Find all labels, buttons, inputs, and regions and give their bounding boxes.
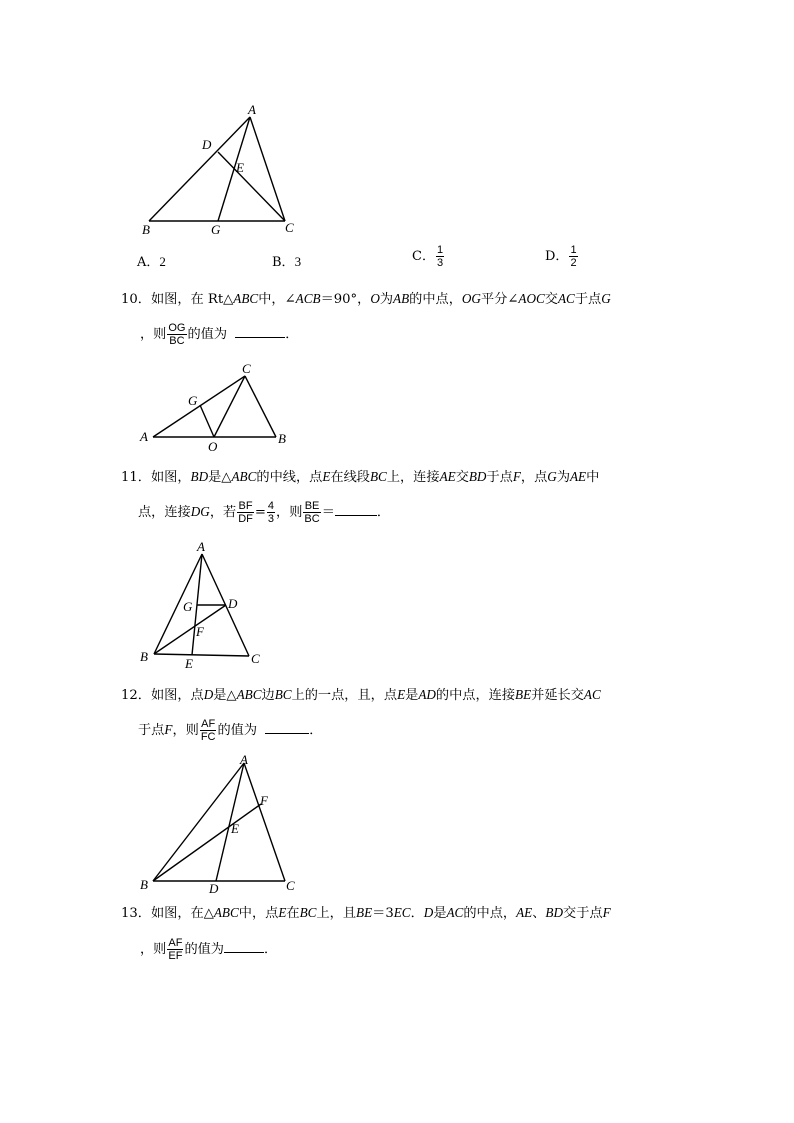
label-d: D xyxy=(202,137,212,152)
label-g: G xyxy=(211,222,221,237)
segment-ac xyxy=(250,117,285,221)
segment-cb xyxy=(245,376,276,437)
label-o: O xyxy=(208,439,218,454)
label-e: E xyxy=(231,821,239,836)
option-c-label: C． xyxy=(412,249,435,264)
figure-q12 xyxy=(135,750,305,900)
fraction-4-3: $\frac{4}{3}$ xyxy=(267,500,275,525)
segment-bc xyxy=(154,654,249,656)
question-11-line-2: 点，连接DG，若 $\frac{BF}{DF}$ = $\frac{4}{3}$ ，则 $\frac{BE}{BC}$ ＝ ． xyxy=(138,500,391,525)
fraction-og-bc: $\frac{OG}{BC}$ xyxy=(168,322,186,347)
answer-blank-13[interactable] xyxy=(224,938,264,953)
label-a: A xyxy=(140,429,148,444)
label-b: B xyxy=(142,222,150,237)
question-13-line-1: 13．如图，在△ABC中，点E在BC上，且BE＝3EC．D是AC的中点，AE、BD交于点F xyxy=(121,905,611,921)
label-a: A xyxy=(248,102,256,117)
label-a: A xyxy=(197,539,205,554)
label-c: C xyxy=(286,878,295,893)
answer-blank-10[interactable] xyxy=(235,323,285,338)
label-e: E xyxy=(236,160,244,175)
question-12-line-1: 12．如图，点D是△ABC边BC上的一点，且，点E是AD的中点，连接BE并延长交AC xyxy=(121,687,601,703)
figure-q11 xyxy=(135,538,270,673)
option-b[interactable] xyxy=(272,251,301,270)
segment-ab xyxy=(154,554,202,654)
answer-blank-11[interactable] xyxy=(335,501,377,516)
label-c: C xyxy=(242,361,251,376)
fraction-be-bc: $\frac{BE}{BC}$ xyxy=(304,500,320,525)
segment-bf xyxy=(153,804,261,881)
label-e: E xyxy=(185,656,193,671)
label-g: G xyxy=(183,599,193,614)
question-13-line-2: ，则 $\frac{AF}{EF}$ 的值为 ． xyxy=(140,937,278,962)
option-a[interactable] xyxy=(137,251,166,270)
label-b: B xyxy=(278,431,286,446)
question-10-line-1: 10．如图，在 Rt△ABC中，∠ACB＝90°，O为AB的中点，OG平分∠AOC交AC于点G xyxy=(121,291,611,307)
fraction-bf-df: $\frac{BF}{DF}$ xyxy=(238,500,253,525)
figure-q9 xyxy=(130,95,310,240)
fraction-af-ef: $\frac{AF}{EF}$ xyxy=(168,937,183,962)
segment-og xyxy=(200,405,214,437)
question-12-line-2: 于点F，则 $\frac{AF}{FC}$ 的值为 ． xyxy=(138,718,323,743)
label-g: G xyxy=(188,393,198,408)
label-f: F xyxy=(260,793,268,808)
label-b: B xyxy=(140,649,148,664)
figure-q10 xyxy=(135,360,295,456)
option-d-fraction: $\frac{1}{2}$ xyxy=(570,244,577,269)
option-a-value: 2 xyxy=(159,254,166,269)
option-c-fraction: $\frac{1}{3}$ xyxy=(436,244,444,269)
segment-ac xyxy=(244,763,285,881)
question-11-line-1: 11．如图，BD是△ABC的中线，点E在线段BC上，连接AE交BD于点F，点G为AE中 xyxy=(121,469,600,485)
option-a-label: A． xyxy=(137,255,160,270)
label-d: D xyxy=(228,596,238,611)
answer-blank-12[interactable] xyxy=(265,719,309,734)
label-c: C xyxy=(251,651,260,666)
label-b: B xyxy=(140,877,148,892)
option-d-label: D． xyxy=(545,249,569,264)
segment-oc xyxy=(214,376,245,437)
label-a: A xyxy=(240,752,248,767)
option-c[interactable] xyxy=(412,244,445,269)
label-c: C xyxy=(285,220,294,235)
label-d: D xyxy=(209,881,219,896)
label-f: F xyxy=(196,624,204,639)
fraction-af-fc: $\frac{AF}{FC}$ xyxy=(200,718,216,743)
segment-ac xyxy=(153,376,245,437)
option-b-value: 3 xyxy=(294,254,302,269)
option-b-label: B． xyxy=(272,255,295,270)
option-d[interactable] xyxy=(545,244,579,269)
question-10-line-2: ，则 $\frac{OG}{BC}$ 的值为 ． xyxy=(140,322,299,347)
